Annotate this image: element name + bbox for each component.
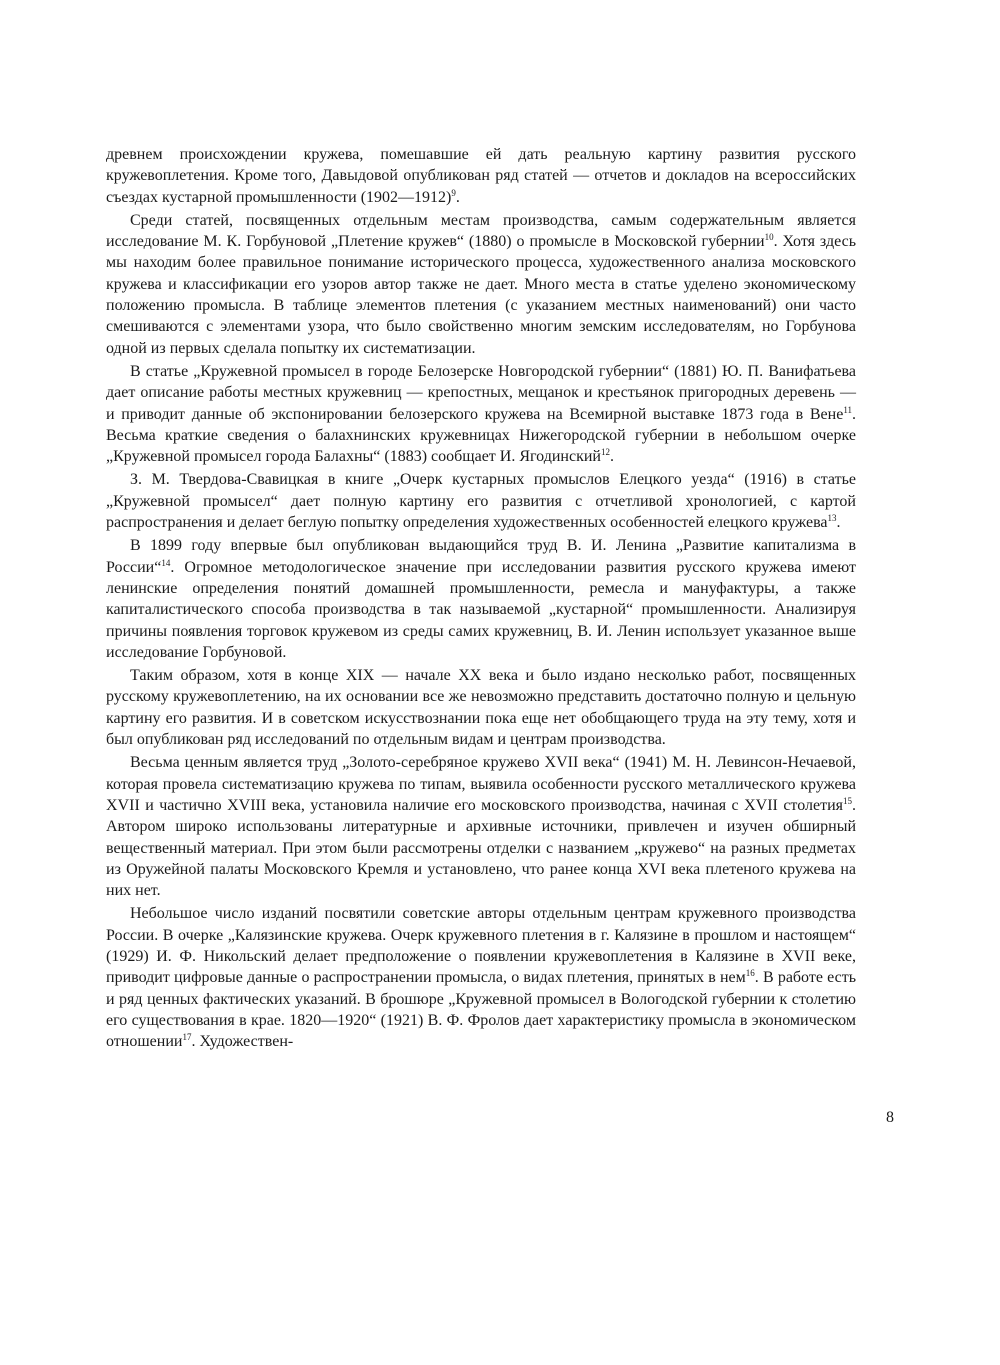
paragraph: [106, 144, 856, 208]
footnote-ref: 17: [182, 1032, 192, 1043]
text-segment: З. М. Твердова-Свавицкая в книге „Очерк кустарных промыслов Елецкого уезда“ (1916) в статье „Кружевной промысел“ дает полную картину его развития с отчетливой хронологией, с картой распространения и делает беглую попытку определения художественных особенностей елецкого кружева: [106, 471, 856, 532]
text-segment: Среди статей, посвященных отдельным местам производства, самым содержательным является исследование М. К. Горбуновой „Плетение кружев“ (1880) о промысле в Московской губернии: [106, 211, 856, 251]
page-number: 8: [886, 1109, 894, 1126]
text-segment: .: [609, 448, 614, 466]
text-segment: Таким образом, хотя в конце XIX — начале XX века и было издано несколько работ, посвященных русскому кружевоплетению, на их основании все же невозможно представить достаточно полную и цельную картину его развития. И в советском искусствознании пока еще нет обобщающего труда на эту тему, хотя и был опубликован ряд исследований по отдельным видам и центрам производства.: [106, 667, 856, 749]
text-segment: . Огромное методологическое значение при исследовании развития русского кружева имеют ленинские определения понятий домашней промышленности, ремесла и мануфактуры, а также капиталистического способа производства в так называемой „кустарной“ промышленности. Анализируя причины появления торговок кружевом из среды самих кружевниц, В. И. Ленин использует указанное выше исследование Горбуновой.: [106, 558, 856, 661]
text-segment: . Автором широко использованы литературные и архивные источники, привлечен и изучен обширный вещественный материал. При этом были рассмотрены отделки с названием „кружево“ на разных предметах из Оружейной палаты Московского Кремля и установлено, что ранее конца XVI века плетеного кружева на них нет.: [106, 796, 856, 900]
text-segment: Небольшое число изданий посвятили советские авторы отдельным центрам кружевного производства России. В очерке „Калязинские кружева. Очерк кружевного плетения в г. Калязине в прошлом и настоящем“ (1929) И. Ф. Никольский делает предположение о появлении кружевоплетения в Калязине в XVII веке, приводит цифровые данные о распространении промысла, о видах плетения, принятых в нем: [106, 905, 856, 987]
text-segment: В 1899 году впервые был опубликован выдающийся труд В. И. Ленина „Развитие капитализма в России“: [106, 537, 856, 576]
footnote-ref: 10: [764, 232, 774, 243]
text-segment: Весьма ценным является труд „Золото-серебряное кружево XVII века“ (1941) М. Н. Левинсон-Нечаевой, которая провела систематизацию кружева по типам, выявила особенности русского металлического кружева XVII и частично XVIII века, установила наличие его московского производства, начиная с XVII столетия: [106, 754, 856, 814]
paragraph: [106, 469, 856, 533]
paragraph: [106, 535, 856, 663]
body-text: [106, 144, 856, 1054]
text-segment: . Хотя здесь мы находим более правильное понимание исторического процесса, художественного анализа московского кружева и классификации его узоров автор также не дает. Много места в статье уделено экономическому положению промысла. В таблице элементов плетения (с указанием местных наименований) они часто смешиваются с элементами узора, что было свойственно многим земским исследователям, но Горбунова одной из первых сделала попытку их систематизации.: [106, 233, 856, 357]
footnote-ref: 13: [827, 513, 837, 524]
text-segment: . В работе есть и ряд ценных фактических указаний. В брошюре „Кружевной промысел в Вологодской губернии к столетию его существования в крае. 1820—1920“ (1921) В. Ф. Фролов дает характеристику промысла в экономическом отношении: [106, 969, 857, 1051]
footnote-ref: 15: [843, 795, 852, 806]
text-segment: древнем происхождении кружева, помешавшие ей дать реальную картину развития русского кружевоплетения. Кроме того, Давыдовой опубликован ряд статей — отчетов и докладов на всероссийских съездах кустарной промышленности (1902—1912): [106, 146, 856, 206]
paragraph: [106, 210, 856, 359]
text-segment: . Весьма краткие сведения о балахнинских кружевницах Нижегородской губернии в небольшом очерке „Кружевной промысел города Балахны“ (1883) сообщает И. Ягодинский: [106, 405, 856, 466]
footnote-ref: 16: [745, 968, 755, 979]
text-segment: . Художествен-: [191, 1033, 294, 1051]
text-segment: .: [836, 514, 841, 532]
text-segment: .: [455, 188, 460, 206]
footnote-ref: 14: [161, 557, 171, 568]
text-segment: В статье „Кружевной промысел в городе Белозерске Новгородской губернии“ (1881) Ю. П. Ванифатьева дает описание работы местных кружевниц — крепостных, мещанок и крестьянок пригородных деревень — и приводит данные об экспонировании белозерского кружева на Всемирной выставке 1873 года в Вене: [106, 362, 856, 423]
paragraph: [106, 361, 856, 467]
paragraph: [106, 752, 856, 901]
footnote-ref: 12: [600, 447, 610, 458]
footnote-ref: 9: [451, 187, 456, 198]
footnote-ref: 11: [843, 404, 852, 415]
paragraph: [106, 903, 856, 1052]
paragraph: [106, 665, 856, 750]
